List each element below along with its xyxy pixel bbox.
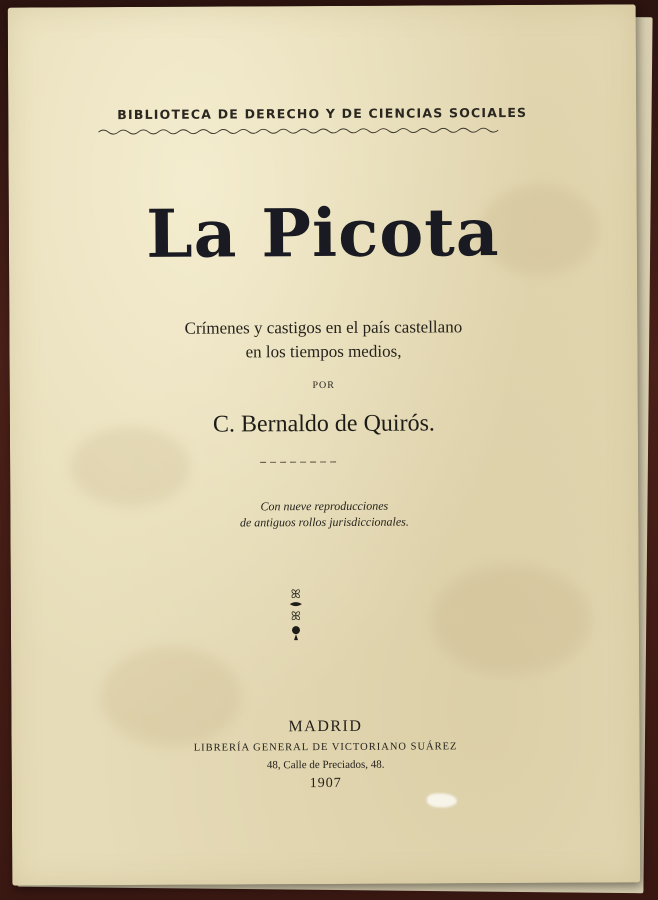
wavy-rule bbox=[98, 125, 498, 137]
paper-stain bbox=[431, 565, 592, 676]
book-cover bbox=[8, 4, 641, 885]
svg-text:ꕤ: ꕤ bbox=[290, 587, 301, 602]
publisher-name: LIBRERÍA GENERAL DE VICTORIANO SUÁREZ bbox=[193, 741, 458, 754]
note-line-2: de antiguos rollos jurisdiccionales. bbox=[239, 514, 409, 530]
divider-rule bbox=[260, 461, 340, 463]
printer-ornament-icon bbox=[283, 584, 309, 644]
by-label: POR bbox=[312, 379, 335, 392]
publisher-address: 48, Calle de Preciados, 48. bbox=[266, 758, 385, 772]
note-line-1: Con nueve reproducciones bbox=[260, 498, 389, 514]
book-subtitle bbox=[9, 314, 637, 365]
paper-scuff bbox=[427, 793, 457, 807]
svg-text:ꕤ: ꕤ bbox=[290, 609, 301, 624]
book-title: La Picota bbox=[146, 193, 500, 273]
series-heading: BIBLIOTECA DE DERECHO Y DE CIENCIAS SOCIALES bbox=[117, 104, 528, 123]
illustrations-note bbox=[10, 496, 638, 531]
publication-city: MADRID bbox=[288, 717, 363, 736]
publication-year: 1907 bbox=[309, 775, 342, 792]
subtitle-line-1: Crímenes y castigos en el país castellano bbox=[184, 317, 463, 338]
author-name: C. Bernaldo de Quirós. bbox=[212, 410, 435, 438]
subtitle-line-2: en los tiempos medios, bbox=[245, 341, 402, 362]
